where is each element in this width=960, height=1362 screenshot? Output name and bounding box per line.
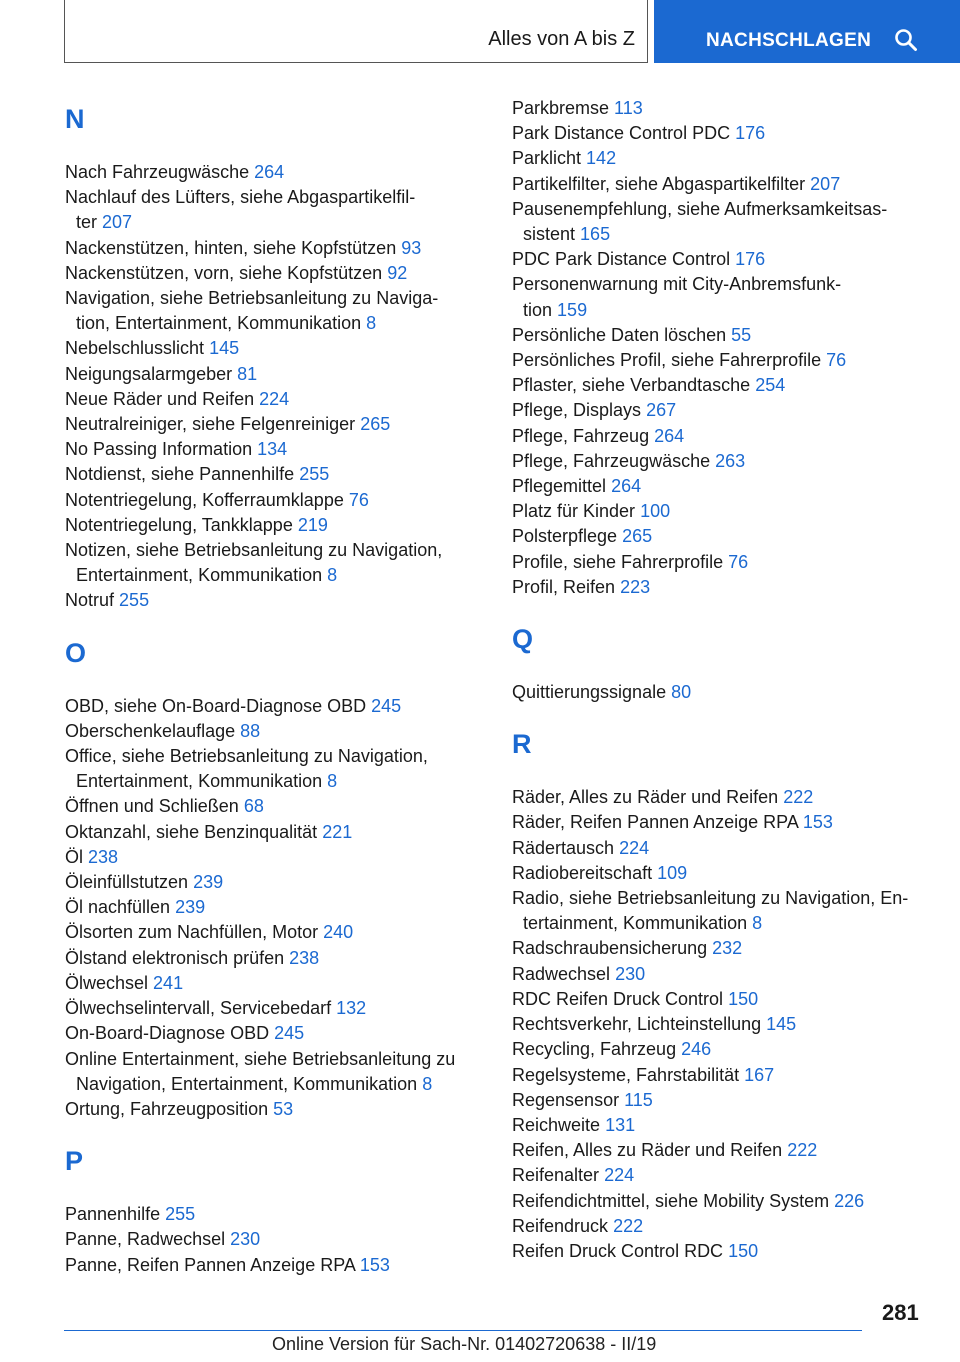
index-entry — [512, 172, 942, 197]
index-entry — [512, 247, 942, 272]
page-link[interactable]: 145 — [766, 1014, 797, 1035]
index-entry — [512, 962, 942, 987]
index-entry — [512, 575, 942, 600]
entry-text: Pflegemittel — [512, 476, 607, 497]
entry-text: Öffnen und Schließen — [65, 796, 239, 817]
index-entry — [512, 373, 942, 398]
index-entry — [512, 836, 942, 861]
index-entry — [65, 412, 485, 437]
page-link[interactable]: 145 — [209, 338, 240, 359]
entry-continuation — [512, 911, 942, 936]
index-entry — [65, 160, 485, 185]
page-link[interactable]: 264 — [254, 162, 285, 182]
entry-text: Panne, Radwechsel — [65, 1229, 226, 1250]
page-link[interactable]: 53 — [273, 1098, 294, 1119]
entry-continuation — [512, 222, 942, 247]
index-entry — [65, 462, 485, 487]
page-link[interactable]: 176 — [735, 249, 766, 270]
entry-text: Reifen, Alles zu Räder und Reifen — [512, 1140, 783, 1161]
entry-text: Pflege, Fahrzeugwäsche — [512, 450, 711, 471]
index-entry — [65, 744, 485, 794]
entry-text: Rechtsverkehr, Lichteinstellung — [512, 1014, 762, 1035]
section-letter: P — [65, 1146, 84, 1177]
section-tab[interactable] — [64, 0, 648, 63]
page-link[interactable]: 8 — [327, 565, 338, 586]
entry-text: Öl — [65, 846, 83, 867]
index-entry — [512, 323, 942, 348]
entry-text: Pausenempfehlung, siehe Aufmerksamkeitsas- — [512, 198, 888, 219]
entry-text: Reifendruck — [512, 1215, 609, 1236]
entry-text: Pflege, Fahrzeug — [512, 425, 650, 446]
index-entry — [512, 1163, 942, 1188]
entry-continuation — [65, 210, 485, 235]
entry-continuation-text: Navigation, Entertainment, Kommunikation — [76, 1073, 418, 1094]
entry-text: Notruf — [65, 590, 115, 611]
page-link[interactable]: 264 — [611, 476, 642, 497]
entry-text: Neue Räder und Reifen — [65, 388, 255, 409]
page-link[interactable]: 159 — [557, 299, 588, 320]
page-link[interactable]: 92 — [387, 262, 408, 283]
entry-text: Reifendichtmittel, siehe Mobility System — [512, 1190, 830, 1211]
entry-text: Regelsysteme, Fahrstabilität — [512, 1064, 740, 1085]
page-link[interactable]: 238 — [88, 846, 119, 867]
page-link[interactable]: 255 — [299, 464, 330, 485]
entry-text: Neutralreiniger, siehe Felgenreiniger — [65, 414, 356, 435]
index-entry — [512, 1012, 942, 1037]
index-entry — [65, 387, 485, 412]
entry-text: Office, siehe Betriebsanleitung zu Navigation, — [65, 746, 428, 767]
index-entry — [512, 449, 942, 474]
entry-text: Panne, Reifen Pannen Anzeige RPA — [65, 1254, 355, 1275]
entry-text: Profil, Reifen — [512, 576, 616, 597]
index-entry — [65, 185, 485, 235]
page-link[interactable]: 76 — [348, 489, 369, 510]
entry-continuation-text: sistent — [523, 224, 576, 245]
index-entry — [65, 820, 485, 845]
entry-text: Räder, Alles zu Räder und Reifen — [512, 787, 779, 808]
index-entry — [512, 785, 942, 810]
page-link[interactable]: 230 — [615, 963, 646, 984]
entry-text: No Passing Information — [65, 439, 253, 460]
index-entry — [65, 236, 485, 261]
nachschlagen-button[interactable] — [654, 0, 960, 63]
index-entry — [65, 437, 485, 462]
page-link[interactable]: 232 — [712, 938, 743, 959]
page-link[interactable]: 150 — [728, 1240, 759, 1261]
page-link[interactable]: 153 — [802, 812, 833, 833]
index-entry — [65, 971, 485, 996]
index-entry — [512, 1239, 942, 1264]
page-link[interactable]: 8 — [422, 1073, 433, 1094]
entry-continuation-text: tertainment, Kommunikation — [523, 913, 748, 934]
index-entry — [65, 261, 485, 286]
index-entry — [65, 870, 485, 895]
entry-continuation-text: tion — [523, 299, 553, 320]
page-link[interactable]: 239 — [193, 872, 224, 893]
index-entry — [65, 513, 485, 538]
entry-text: Partikelfilter, siehe Abgaspartikelfilter — [512, 173, 806, 194]
page-link[interactable]: 219 — [297, 514, 328, 535]
page-link[interactable]: 167 — [744, 1064, 775, 1085]
page-link[interactable]: 8 — [752, 913, 763, 934]
page-link[interactable]: 132 — [336, 998, 367, 1019]
entry-text: Platz für Kinder — [512, 501, 636, 522]
entry-continuation — [65, 1072, 485, 1097]
entry-text: Nach Fahrzeugwäsche — [65, 162, 250, 182]
page-link[interactable]: 264 — [654, 425, 685, 446]
page-link[interactable]: 240 — [323, 922, 354, 943]
footer-version-text: Online Version für Sach-Nr. 01402720638 - II/19 — [272, 1334, 657, 1354]
entry-continuation — [65, 311, 485, 336]
page-link[interactable]: 265 — [360, 414, 391, 435]
entry-text: Ölwechselintervall, Servicebedarf — [65, 998, 332, 1019]
footer-divider — [64, 1330, 862, 1331]
index-entry — [512, 499, 942, 524]
page-link[interactable]: 226 — [834, 1190, 865, 1211]
page-link[interactable]: 230 — [230, 1229, 261, 1250]
nachschlagen-label: NACHSCHLAGEN — [706, 30, 872, 51]
entry-text: Räder, Reifen Pannen Anzeige RPA — [512, 812, 798, 833]
section-letter: O — [65, 637, 87, 668]
page-link[interactable]: 221 — [322, 821, 353, 842]
index-column-left — [65, 96, 485, 1278]
entry-text: Pannenhilfe — [65, 1204, 161, 1225]
index-entry — [65, 920, 485, 945]
entry-continuation-text: Entertainment, Kommunikation — [76, 565, 323, 586]
index-entry — [65, 1253, 485, 1278]
entry-text: Öleinfüllstutzen — [65, 872, 189, 893]
page-link[interactable]: 222 — [613, 1215, 644, 1236]
index-entry — [512, 1063, 942, 1088]
page-link[interactable]: 142 — [586, 148, 617, 169]
entry-text: Radwechsel — [512, 963, 611, 984]
page-link[interactable]: 222 — [783, 787, 814, 808]
page-link[interactable]: 8 — [327, 771, 338, 792]
entry-text: Polsterpflege — [512, 526, 618, 547]
entry-text: Notentriegelung, Tankklappe — [65, 514, 293, 535]
index-entry — [512, 96, 942, 121]
entry-text: Reifenalter — [512, 1165, 600, 1186]
page-link[interactable]: 223 — [620, 576, 651, 597]
index-entry — [512, 810, 942, 835]
index-entry — [512, 146, 942, 171]
page-link[interactable]: 115 — [624, 1089, 653, 1110]
index-entry — [512, 474, 942, 499]
page-link[interactable]: 76 — [728, 551, 749, 572]
page-link[interactable]: 222 — [787, 1140, 818, 1161]
entry-text: Park Distance Control PDC — [512, 123, 731, 144]
section-letter: R — [512, 729, 532, 760]
index-entry — [65, 719, 485, 744]
page-link[interactable]: 255 — [165, 1204, 196, 1225]
search-icon — [894, 28, 918, 52]
entry-text: On-Board-Diagnose OBD — [65, 1023, 270, 1044]
page-link[interactable]: 241 — [153, 972, 184, 993]
index-entry — [65, 1097, 485, 1122]
entry-text: Radiobereitschaft — [512, 862, 653, 883]
index-entry — [512, 398, 942, 423]
entry-text: Neigungsalarmgeber — [65, 363, 233, 384]
entry-text: Radschraubensicherung — [512, 938, 708, 959]
index-entry — [65, 694, 485, 719]
page-link[interactable]: 246 — [681, 1039, 712, 1060]
index-entry — [65, 1021, 485, 1046]
index-entry — [512, 1189, 942, 1214]
index-entry — [512, 1113, 942, 1138]
entry-text: Persönliche Daten löschen — [512, 324, 727, 345]
index-entry — [512, 524, 942, 549]
entry-text: Pflaster, siehe Verbandtasche — [512, 375, 751, 396]
index-entry — [512, 861, 942, 886]
entry-text: Nackenstützen, vorn, siehe Kopfstützen — [65, 262, 383, 283]
page-link[interactable]: 254 — [755, 375, 786, 396]
entry-text: Nebelschlusslicht — [65, 338, 205, 359]
entry-text: Nackenstützen, hinten, siehe Kopfstützen — [65, 237, 397, 258]
section-letter: N — [65, 104, 85, 134]
entry-text: Nachlauf des Lüfters, siehe Abgaspartikelfil- — [65, 187, 416, 208]
index-entry — [65, 1202, 485, 1227]
page-link[interactable]: 207 — [102, 212, 133, 233]
page-link[interactable]: 239 — [175, 897, 206, 918]
index-entry — [65, 588, 485, 613]
entry-text: Persönliches Profil, siehe Fahrerprofile — [512, 350, 822, 371]
index-entry — [512, 550, 942, 575]
page-link[interactable]: 93 — [401, 237, 422, 258]
page-link[interactable]: 263 — [715, 450, 746, 471]
page-link[interactable]: 165 — [580, 224, 611, 245]
page-link[interactable]: 68 — [243, 796, 264, 817]
entry-text: Notizen, siehe Betriebsanleitung zu Navigation, — [65, 540, 443, 561]
index-entry — [512, 1214, 942, 1239]
entry-continuation-text: tion, Entertainment, Kommunikation — [76, 313, 362, 334]
page-link[interactable]: 55 — [731, 324, 752, 345]
index-entry — [512, 197, 942, 247]
entry-text: Navigation, siehe Betriebsanleitung zu Naviga- — [65, 288, 439, 309]
page-link[interactable]: 267 — [646, 400, 677, 421]
index-entry — [512, 272, 942, 322]
page-link[interactable]: 207 — [810, 173, 841, 194]
page-link[interactable]: 265 — [622, 526, 653, 547]
page-link[interactable]: 113 — [614, 98, 643, 118]
entry-text: Pflege, Displays — [512, 400, 642, 421]
page-link[interactable]: 224 — [259, 388, 290, 409]
page-link[interactable]: 80 — [671, 682, 692, 703]
page-link[interactable]: 134 — [257, 439, 288, 460]
entry-text: Radio, siehe Betriebsanleitung zu Navigation, En- — [512, 888, 909, 909]
page-link[interactable]: 176 — [735, 123, 766, 144]
entry-text: Ölsorten zum Nachfüllen, Motor — [65, 922, 319, 943]
entry-text: Reifen Druck Control RDC — [512, 1240, 724, 1261]
entry-continuation — [65, 769, 485, 794]
entry-text: Notentriegelung, Kofferraumklappe — [65, 489, 344, 510]
page-link[interactable]: 224 — [619, 837, 650, 858]
index-entry — [65, 946, 485, 971]
page-link[interactable]: 245 — [371, 695, 402, 716]
page-link[interactable]: 88 — [240, 720, 261, 741]
entry-text: Online Entertainment, siehe Betriebsanleitung zu — [65, 1048, 456, 1069]
entry-text: PDC Park Distance Control — [512, 249, 731, 270]
entry-text: Ölwechsel — [65, 972, 149, 993]
entry-text: Notdienst, siehe Pannenhilfe — [65, 464, 295, 485]
page-link[interactable]: 8 — [366, 313, 377, 334]
entry-text: Ortung, Fahrzeugposition — [65, 1098, 269, 1119]
index-entry — [512, 987, 942, 1012]
index-entry — [512, 680, 942, 705]
index-entry — [512, 1088, 942, 1113]
page-link[interactable]: 245 — [274, 1023, 305, 1044]
entry-text: Oktanzahl, siehe Benzinqualität — [65, 821, 318, 842]
page-link[interactable]: 81 — [237, 363, 258, 384]
index-entry — [512, 886, 942, 936]
entry-text: Ölstand elektronisch prüfen — [65, 947, 285, 968]
entry-continuation-text: ter — [76, 212, 98, 233]
entry-text: Profile, siehe Fahrerprofile — [512, 551, 724, 572]
index-entry — [512, 936, 942, 961]
index-entry — [512, 424, 942, 449]
index-entry — [512, 348, 942, 373]
index-column-right — [512, 96, 942, 1264]
entry-text: Personenwarnung mit City-Anbremsfunk- — [512, 274, 842, 295]
page-link[interactable]: 224 — [604, 1165, 635, 1186]
page-link[interactable]: 238 — [289, 947, 320, 968]
entry-text: OBD, siehe On-Board-Diagnose OBD — [65, 695, 367, 716]
entry-continuation — [512, 298, 942, 323]
index-entry — [65, 1047, 485, 1097]
page-link[interactable]: 109 — [657, 862, 688, 883]
page-link[interactable]: 153 — [359, 1254, 390, 1275]
index-entry — [65, 286, 485, 336]
index-entry — [65, 362, 485, 387]
page-link[interactable]: 100 — [640, 501, 671, 522]
index-entry — [65, 794, 485, 819]
index-entry — [512, 1138, 942, 1163]
entry-text: Regensensor — [512, 1089, 620, 1110]
entry-text: Quittierungssignale — [512, 682, 667, 703]
entry-text: Recycling, Fahrzeug — [512, 1039, 677, 1060]
entry-text: Parkbremse — [512, 98, 610, 118]
page-link[interactable]: 150 — [728, 988, 759, 1009]
page-link[interactable]: 131 — [605, 1114, 636, 1135]
entry-text: Oberschenkelauflage — [65, 720, 236, 741]
entry-text: RDC Reifen Druck Control — [512, 988, 724, 1009]
index-entry — [65, 845, 485, 870]
page-link[interactable]: 255 — [119, 590, 150, 611]
index-entry — [512, 1037, 942, 1062]
index-entry — [65, 336, 485, 361]
entry-text: Reichweite — [512, 1114, 601, 1135]
entry-text: Öl nachfüllen — [65, 897, 171, 918]
index-entry — [512, 121, 942, 146]
index-entry — [65, 538, 485, 588]
entry-text: Parklicht — [512, 148, 582, 169]
page-number: 281 — [882, 1300, 919, 1325]
entry-continuation — [65, 563, 485, 588]
section-letter: Q — [512, 624, 534, 655]
index-entry — [65, 895, 485, 920]
page-link[interactable]: 76 — [826, 350, 847, 371]
entry-continuation-text: Entertainment, Kommunikation — [76, 771, 323, 792]
index-entry — [65, 1227, 485, 1252]
entry-text: Rädertausch — [512, 837, 615, 858]
section-title: Alles von A bis Z — [488, 28, 635, 50]
index-entry — [65, 488, 485, 513]
index-entry — [65, 996, 485, 1021]
